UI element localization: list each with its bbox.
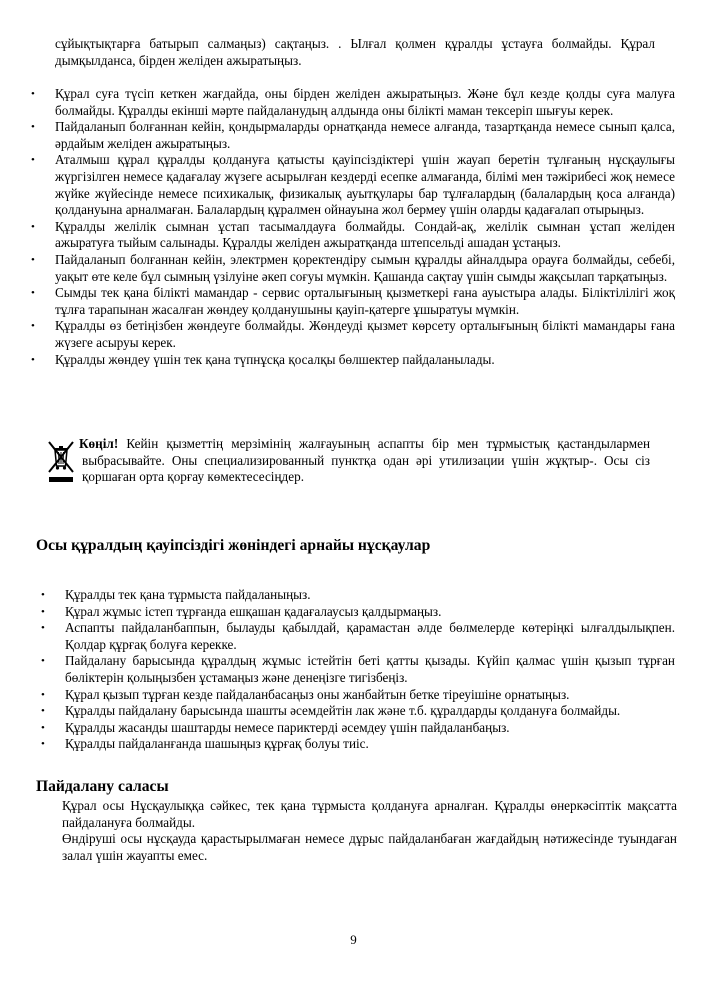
page-number: 9 bbox=[350, 932, 357, 947]
list-item: • Құралды өз бетіңізбен жөндеуге болмайды. Жөндеуді қызмет көрсету орталығының білікті мамандары ғана жүзеге асыруы керек. bbox=[31, 318, 675, 350]
bullet-icon: • bbox=[41, 655, 45, 668]
list-item: • Құрал жұмыс істеп тұрғанда ешқашан қадағалаусыз қалдырмаңыз. bbox=[41, 603, 442, 619]
bullet-icon: • bbox=[41, 589, 45, 601]
list-item: • Сымды тек қана білікті мамандар - сервис орталығының қызметкері ғана ауыстыра алады. Біліктілілігі жоқ тұлға тарапынан жасалған жөндеу қолданушыны қауіп-қатерге ұшыратуы мүмкін. bbox=[31, 285, 675, 317]
bullet-icon: • bbox=[31, 88, 35, 100]
notice-text: Кейін қызметтің мерзімінің жалғауының аспапты бір мен тұрмыстық қастандылармен выбрасывайте. Оны специализированный пунктқа одан әрі утилизации үшін жұқтыр-. Осы сіз қоршаған орта қорғау көмектесесіңдер. bbox=[82, 436, 650, 485]
list-item: • Пайдаланып болғаннан кейін, электрмен қоректендіру сымын құралды айналдыра орауға болмайды, себебі, уақыт өте келе бұл сымның үзілуіне әкеп соғуы мүмкін. Қашанда сақтау үшін сымды жақсылап тарқатыңыз. bbox=[31, 251, 675, 284]
list-item: • Пайдаланып болғаннан кейін, қондырмаларды орнатқанда немесе алғанда, тазартқанда немесе сынып қалса, әрдайым желіден ажыратыңыз. bbox=[31, 119, 675, 151]
list-item: • Құралды желілік сымнан ұстап тасымалдауға болмайды. Сондай-ақ, желілік сымнан ұстап желіден ажыратуға тыйым салынады. Құралды желіден ажыратқанда штепсельді ашадан ұстаңыз. bbox=[31, 218, 675, 251]
special-safety-list bbox=[41, 587, 675, 753]
list-item: • Құралды жасанды шаштарды немесе париктерді әсемдеу үшін пайдаланбаңыз. bbox=[41, 719, 510, 735]
list-item: • Құралды пайдалану барысында шашты әсемдейтін лак және т.б. құралдарды қолдануға болмайды. bbox=[41, 703, 621, 719]
usage-paragraph: Құрал осы Нұсқаулыққа сәйкес, тек қана тұрмыста қолдануға арналған. Құралды өнеркәсіптік мақсатта пайдалануға болмайды. bbox=[62, 798, 677, 830]
notice-label: Көңіл! bbox=[79, 436, 119, 451]
bullet-icon: • bbox=[31, 287, 35, 300]
safety-list bbox=[31, 86, 675, 368]
crossed-out-wheelie-bin-icon bbox=[45, 438, 77, 484]
bullet-icon: • bbox=[41, 738, 45, 751]
list-item: • Пайдалану барысында құралдың жұмыс істейтін беті қатты қызады. Күйіп қалмас үшін қызып тұрған бөліктерін қолыңызбен ұстамаңыз және денеңізге тигізбеңіз. bbox=[41, 653, 675, 685]
bullet-icon: • bbox=[31, 121, 35, 134]
usage-section bbox=[62, 798, 677, 864]
section-title-special-safety: Осы құралдың қауіпсіздігі жөніндегі арнайы нұсқаулар bbox=[36, 537, 431, 554]
list-item: • Құралды пайдаланғанда шашыңыз құрғақ болуы тиіс. bbox=[41, 736, 369, 752]
disposal-notice bbox=[45, 436, 650, 486]
list-item: • Құралды жөндеу үшін тек қана түпнұсқа қосалқы бөлшектер пайдаланылады. bbox=[31, 351, 495, 367]
list-item: • Құрал суға түсіп кеткен жағдайда, оны бірден желіден ажыратыңыз. Және бұл кезде қолды суға малуға болмайды. Құралды екінші мәрте пайдаланудың алдында оны білікті маман тексеріп шығуы керек. bbox=[31, 86, 675, 118]
bullet-icon: • bbox=[41, 688, 45, 701]
bullet-icon: • bbox=[41, 705, 45, 718]
list-item: • Аталмыш құрал құралды қолдануға қатысты қауіпсіздіктері үшін жауап беретін тұлғаның нұсқаулығы жүргізілген немесе қадағалау жүзеге асырылған кездерді есепке алмағанда, білімі мен тәжірибесі жоқ немесе жүйке жүйесінде немесе психикалық, физикалық ауытқулары бар тұлғалардың (балалардың қоса алғанда) қолдануына арналмаған. Балалардың құралмен ойнауына жол бермеу үшін оларды қадағалап отырыңыз. bbox=[31, 152, 675, 218]
bullet-icon: • bbox=[31, 320, 35, 333]
bullet-icon: • bbox=[31, 220, 35, 233]
bullet-icon: • bbox=[31, 253, 35, 266]
bullet-icon: • bbox=[41, 721, 45, 734]
list-item: • Құрал қызып тұрған кезде пайдаланбасаңыз оны жанбайтын бетке тіреуішіне орнатыңыз. bbox=[41, 686, 570, 702]
list-item: • Аспапты пайдаланбаппын, былауды қабылдай, қарамастан әлде бөлмелерде көтеріңкі ылғалдылықпен. Қолдар құрғақ болуға керекке. bbox=[41, 620, 675, 652]
bullet-icon: • bbox=[41, 622, 45, 635]
bullet-icon: • bbox=[31, 353, 35, 366]
list-item: • Құралды тек қана тұрмыста пайдаланыңыз. bbox=[41, 587, 311, 602]
intro-paragraph: сұйықтықтарға батырып салмаңыз) сақтаңыз. . Ылғал қолмен құралды ұстауға болмайды. Құрал дымқылданса, бірден желіден ажыратыңыз. bbox=[55, 36, 655, 68]
section-title-usage: Пайдалану саласы bbox=[36, 778, 169, 795]
bullet-icon: • bbox=[41, 605, 45, 618]
usage-paragraph: Өндіруші осы нұсқауда қарастырылмаған немесе дұрыс пайдаланбаған жағдайдың нәтижесінде туындаған залал үшін жауапты емес. bbox=[62, 831, 677, 863]
bullet-icon: • bbox=[31, 154, 35, 167]
